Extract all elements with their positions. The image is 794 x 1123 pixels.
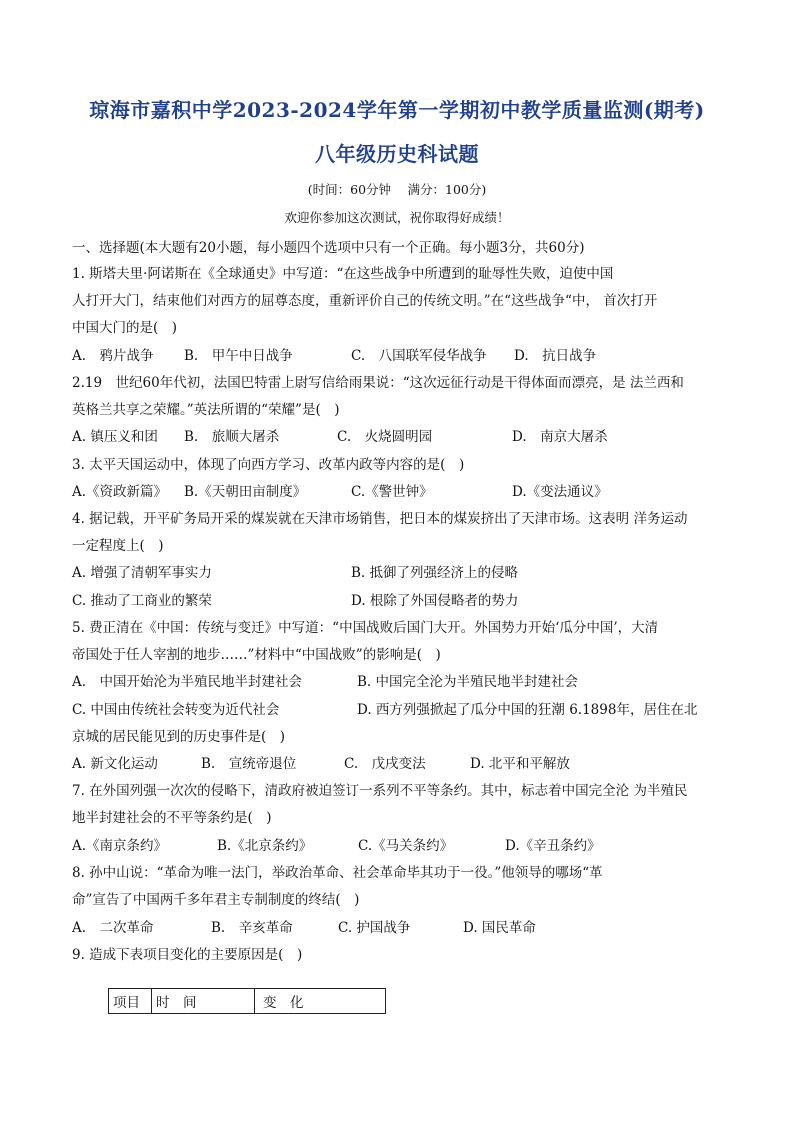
question-8-option-d: D. 国民革命 (463, 920, 536, 936)
question-2-option-c: C. 火烧圆明园 (337, 429, 433, 445)
question-7-option-b: B.《北京条约》 (217, 838, 313, 854)
table-row (109, 989, 386, 1014)
exam-subtitle: 八年级历史科试题 (315, 142, 479, 166)
table-header-time: 时 间 (152, 989, 255, 1014)
question-4-line-2: 一定程度上( ) (72, 538, 164, 554)
exam-title: 琼海市嘉积中学2023-2024学年第一学期初中教学质量监测(期考) (89, 98, 705, 122)
question-4-option-d: D. 根除了外国侵略者的势力 (351, 593, 519, 609)
time-score-info: (时间：60分钟 满分：100分) (307, 182, 487, 197)
question-6-option-a: A. 新文化运动 (72, 756, 158, 772)
question-7-option-c: C.《马关条约》 (358, 838, 454, 854)
question-4-option-a: A. 增强了清朝军事实力 (72, 565, 212, 581)
question-7-line-2: 地半封建社会的不平等条约是( ) (72, 810, 272, 826)
question-5-line-2: 帝国处于任人宰割的地步……”材料中“中国战败”的影响是( ) (72, 647, 441, 663)
question-8-option-b: B. 辛亥革命 (211, 920, 293, 936)
question-2-option-b: B. 旅顺大屠杀 (184, 429, 280, 445)
question-7-option-d: D.《辛丑条约》 (505, 838, 601, 854)
question-1-line-1: 1. 斯塔夫里·阿诺斯在《全球通史》中写道：“在这些战争中所遭到的耻辱性失败，迫使中国 (72, 266, 614, 282)
question-3-line-1: 3. 太平天国运动中，体现了向西方学习、改革内政等内容的是( ) (72, 457, 465, 473)
question-3-option-d: D.《变法通议》 (512, 484, 608, 500)
question-8-line-2: 命”宣告了中国两千多年君主专制制度的终结( ) (72, 892, 360, 908)
question-3-option-c: C.《警世钟》 (351, 484, 433, 500)
question-7-option-a: A.《南京条约》 (72, 838, 168, 854)
question-8-option-a: A. 二次革命 (72, 920, 154, 936)
question-2-option-a: A. 镇压义和团 (72, 429, 158, 445)
question-1-option-c: C. 八国联军侵华战争 (351, 348, 487, 364)
question-1-option-b: B. 甲午中日战争 (184, 348, 293, 364)
question-6-line-1: 京城的居民能见到的历史事件是( ) (72, 729, 286, 745)
question-5-option-b: B. 中国完全沦为半殖民地半封建社会 (357, 674, 579, 690)
question-5-option-a: A. 中国开始沦为半殖民地半封建社会 (72, 674, 303, 690)
question-1-option-a: A. 鸦片战争 (72, 348, 154, 364)
question-6-option-c: C. 戊戌变法 (344, 756, 426, 772)
question-2-line-1: 2.19 世纪60年代初，法国巴特雷上尉写信给雨果说：“这次远征行动是干得体面而漂亮，是 法兰西和 (72, 375, 684, 391)
question-9-line-1: 9. 造成下表项目变化的主要原因是( ) (72, 947, 303, 963)
question-3-option-a: A.《资政新篇》 (72, 484, 168, 500)
question-3-option-b: B.《天朝田亩制度》 (184, 484, 307, 500)
question-1-line-3: 中国大门的是( ) (72, 320, 178, 336)
table-header-change: 变 化 (255, 989, 386, 1014)
question-2-option-d: D. 南京大屠杀 (512, 429, 608, 445)
question-5-option-d: D. 西方列强掀起了瓜分中国的狂潮 6.1898年，居住在北 (357, 702, 698, 718)
question-6-option-b: B. 宣统帝退位 (201, 756, 297, 772)
question-5-line-1: 5. 费正清在《中国：传统与变迁》中写道：“中国战败后国门大开。外国势力开始‘瓜分中国’，大清 (72, 620, 659, 636)
question-4-option-c: C. 推动了工商业的繁荣 (72, 593, 212, 609)
welcome-text: 欢迎你参加这次测试，祝你取得好成绩！ (284, 210, 510, 225)
question-5-option-c: C. 中国由传统社会转变为近代社会 (72, 702, 280, 718)
question-4-option-b: B. 抵御了列强经济上的侵略 (351, 565, 519, 581)
question-8-line-1: 8. 孙中山说：“革命为唯一法门，举政治革命、社会革命毕其功于一役。”他领导的哪场“革 (72, 865, 603, 881)
question-6-option-d: D. 北平和平解放 (470, 756, 570, 772)
question-4-line-1: 4. 据记载，开平矿务局开采的煤炭就在天津市场销售，把日本的煤炭挤出了天津市场。这表明 洋务运动 (72, 511, 688, 527)
question-1-option-d: D. 抗日战争 (514, 348, 597, 364)
table-header-item: 项目 (109, 989, 152, 1014)
question-8-option-c: C. 护国战争 (338, 920, 411, 936)
section-heading: 一、选择题(本大题有20小题，每小题四个选项中只有一个正确。每小题3分，共60分) (72, 240, 585, 256)
question-7-line-1: 7. 在外国列强一次次的侵略下，清政府被迫签订一系列不平等条约。其中，标志着中国完全沦 为半殖民 (72, 783, 688, 799)
question-2-line-2: 英格兰共享之荣耀。”英法所谓的“荣耀”是( ) (72, 402, 340, 418)
question-1-line-2: 人打开大门，结束他们对西方的屈尊态度，重新评价自己的传统文明。”在“这些战争“中， 首次打开 (72, 293, 658, 309)
question-9-table (108, 988, 386, 1014)
